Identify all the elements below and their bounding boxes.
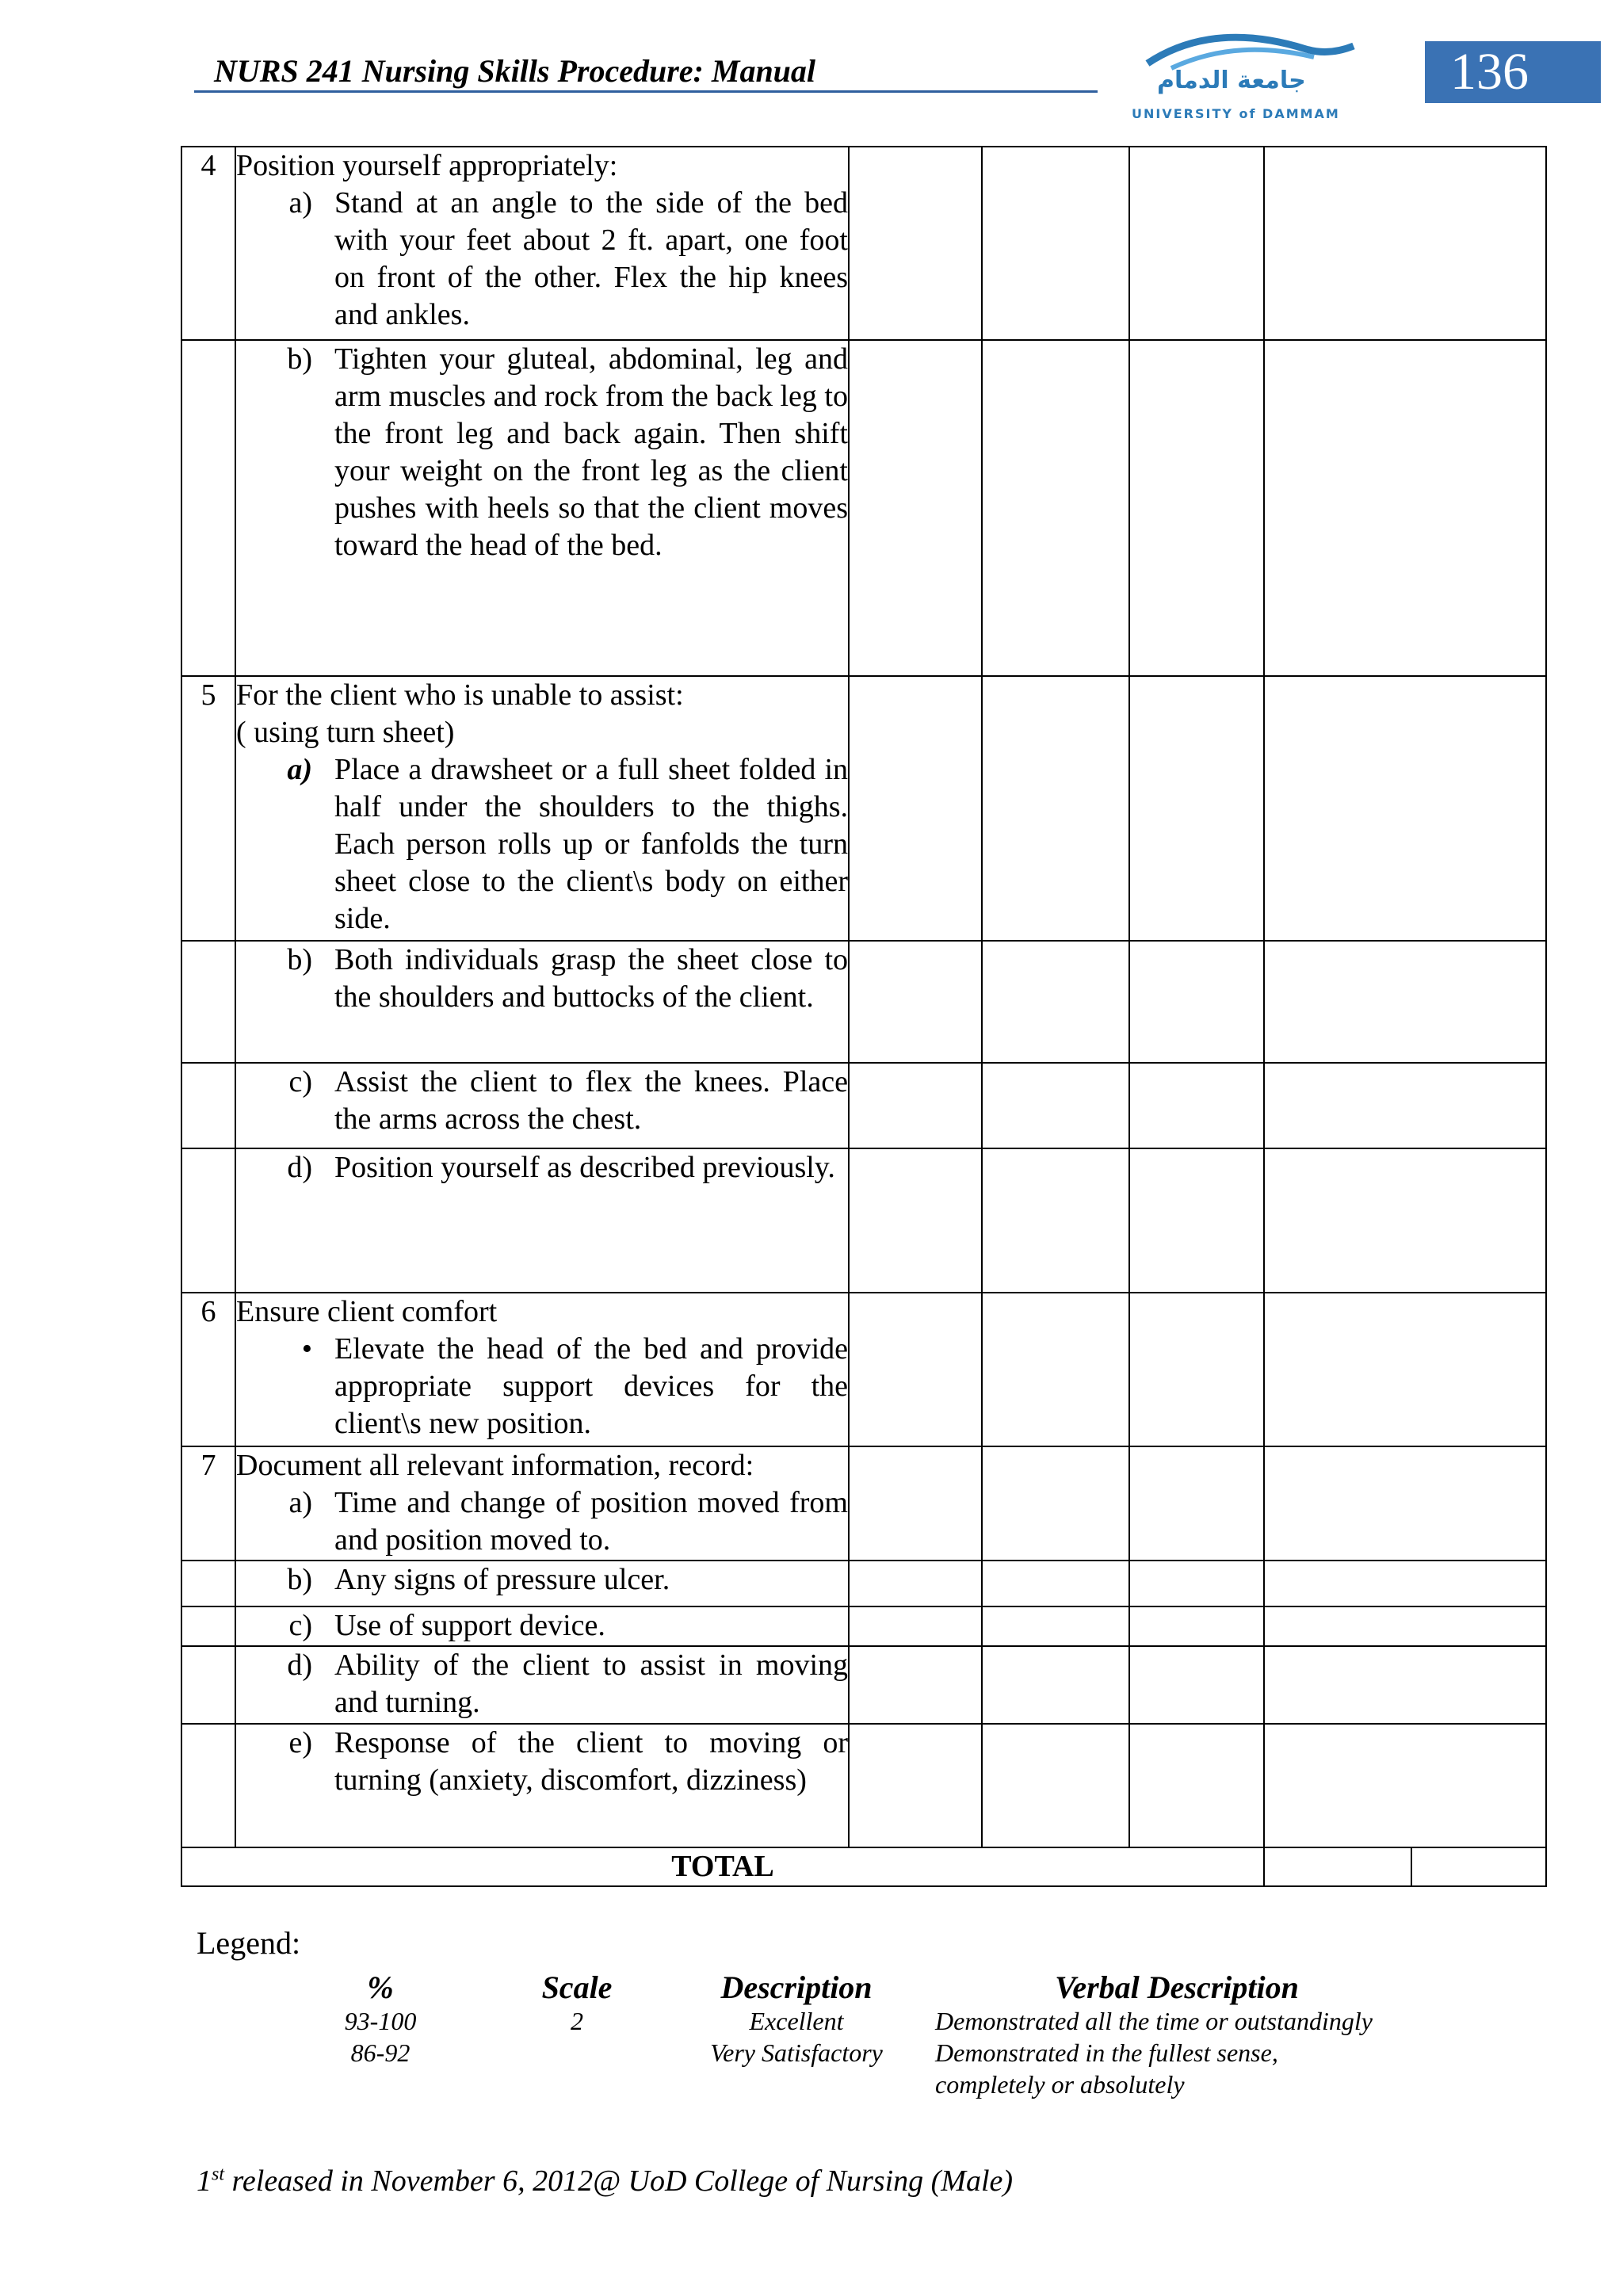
table-row	[181, 1606, 1546, 1646]
comments-cell[interactable]	[1264, 1293, 1546, 1446]
comments-cell[interactable]	[1264, 1063, 1546, 1148]
table-row	[181, 1646, 1546, 1724]
step-heading: Position yourself appropriately:	[236, 149, 618, 182]
step-cell	[235, 1293, 849, 1446]
step-number	[181, 1148, 235, 1293]
score-cell[interactable]	[1129, 941, 1264, 1063]
step-heading: For the client who is unable to assist:	[236, 678, 684, 712]
score-cell[interactable]	[849, 1148, 982, 1293]
step-number: 6	[181, 1293, 235, 1446]
step-subheading: ( using turn sheet)	[236, 716, 455, 749]
score-cell[interactable]	[982, 1446, 1129, 1561]
step-heading: Ensure client comfort	[236, 1295, 498, 1328]
step-number	[181, 1724, 235, 1847]
step-number	[181, 1606, 235, 1646]
score-cell[interactable]	[982, 1293, 1129, 1446]
footer-text: released in November 6, 2012@ UoD College of Nursing (Male)	[224, 2164, 1014, 2198]
item-label: b)	[287, 943, 312, 976]
table-row	[181, 676, 1546, 941]
step-cell	[235, 1063, 849, 1148]
comments-cell[interactable]	[1264, 1446, 1546, 1561]
item-label: a)	[287, 753, 312, 786]
list-item	[236, 942, 848, 1016]
legend-header-verbal: Verbal Description	[1055, 1969, 1299, 2005]
score-cell[interactable]	[1129, 147, 1264, 340]
comments-cell[interactable]	[1264, 1148, 1546, 1293]
score-cell[interactable]	[982, 1148, 1129, 1293]
step-number	[181, 941, 235, 1063]
page-number: 136	[1425, 41, 1601, 103]
score-cell[interactable]	[1129, 1063, 1264, 1148]
score-cell[interactable]	[849, 1561, 982, 1606]
step-number: 5	[181, 676, 235, 941]
score-cell[interactable]	[849, 1646, 982, 1724]
step-number: 4	[181, 147, 235, 340]
step-number	[181, 1646, 235, 1724]
item-text: Use of support device.	[334, 1609, 605, 1642]
score-cell[interactable]	[849, 340, 982, 676]
step-cell	[235, 1724, 849, 1847]
footer-ordinal: 1	[197, 2164, 212, 2198]
footer-ordinal-suffix: st	[212, 2164, 225, 2185]
item-label: a)	[288, 186, 312, 220]
score-cell[interactable]	[982, 676, 1129, 941]
legend-verbal: Demonstrated in the fullest sense,	[935, 2038, 1278, 2067]
document-header-title: NURS 241 Nursing Skills Procedure: Manual	[214, 53, 816, 89]
table-row	[181, 1063, 1546, 1148]
score-cell[interactable]	[849, 1293, 982, 1446]
step-cell	[235, 147, 849, 340]
step-cell	[235, 340, 849, 676]
list-item	[236, 1484, 848, 1559]
item-text: Ability of the client to assist in moving and turning.	[334, 1648, 848, 1719]
score-cell[interactable]	[849, 941, 982, 1063]
score-cell[interactable]	[982, 941, 1129, 1063]
total-percent-cell[interactable]	[1411, 1847, 1546, 1886]
legend-verbal-continued: completely or absolutely	[935, 2070, 1185, 2099]
score-cell[interactable]	[982, 1646, 1129, 1724]
legend-header-scale: Scale	[541, 1969, 613, 2005]
comments-cell[interactable]	[1264, 1724, 1546, 1847]
score-cell[interactable]	[982, 1606, 1129, 1646]
comments-cell[interactable]	[1264, 941, 1546, 1063]
score-cell[interactable]	[849, 147, 982, 340]
table-row	[181, 1561, 1546, 1606]
legend-percent: 86-92	[350, 2038, 411, 2067]
score-cell[interactable]	[1129, 1293, 1264, 1446]
logo-english-text: UNIVERSITY of DAMMAM	[1132, 106, 1340, 121]
item-text: Any signs of pressure ulcer.	[334, 1563, 670, 1596]
table-row	[181, 1724, 1546, 1847]
score-cell[interactable]	[1129, 1561, 1264, 1606]
legend-header-description: Description	[720, 1969, 873, 2005]
score-cell[interactable]	[1129, 1446, 1264, 1561]
item-label: c)	[288, 1609, 312, 1642]
step-cell	[235, 941, 849, 1063]
comments-cell[interactable]	[1264, 340, 1546, 676]
list-item	[236, 341, 848, 564]
table-row	[181, 941, 1546, 1063]
list-item	[236, 185, 848, 334]
item-label: d)	[287, 1151, 312, 1184]
item-label: b)	[287, 1563, 312, 1596]
list-item	[236, 1607, 848, 1645]
score-cell[interactable]	[982, 1724, 1129, 1847]
score-cell[interactable]	[849, 1606, 982, 1646]
comments-cell[interactable]	[1264, 1646, 1546, 1724]
legend-scale: 2	[571, 2007, 583, 2035]
list-item	[236, 1647, 848, 1721]
legend-header-percent: %	[367, 1969, 394, 2005]
table-row	[181, 1148, 1546, 1293]
list-item	[236, 1064, 848, 1138]
logo-arabic-text: جامعة الدمام	[1157, 67, 1306, 94]
step-cell	[235, 1606, 849, 1646]
item-label: a)	[288, 1486, 312, 1519]
item-text: Place a drawsheet or a full sheet folded in half under the shoulders to the thighs. Each person rolls up or fanfolds the turn sheet close to the client\s body on either side.	[334, 753, 848, 935]
table-row	[181, 1293, 1546, 1446]
legend-label: Legend:	[197, 1925, 301, 1961]
list-item	[236, 1331, 848, 1442]
score-cell[interactable]	[982, 1561, 1129, 1606]
score-cell[interactable]	[1129, 676, 1264, 941]
bullet-icon: •	[301, 1332, 312, 1366]
score-cell[interactable]	[849, 1063, 982, 1148]
step-number: 7	[181, 1446, 235, 1561]
total-row	[181, 1847, 1546, 1886]
total-label: TOTAL	[181, 1847, 1264, 1886]
list-item	[236, 1725, 848, 1799]
item-text: Position yourself as described previously.	[334, 1151, 835, 1184]
score-cell[interactable]	[1129, 1148, 1264, 1293]
legend-description: Very Satisfactory	[710, 2038, 883, 2067]
legend-verbal: Demonstrated all the time or outstandingly	[935, 2007, 1373, 2035]
item-text: Time and change of position moved from and position moved to.	[334, 1486, 848, 1557]
item-label: e)	[288, 1726, 312, 1759]
score-cell[interactable]	[1129, 340, 1264, 676]
footer-release-note	[197, 2164, 1013, 2199]
item-label: d)	[287, 1648, 312, 1682]
score-cell[interactable]	[849, 676, 982, 941]
comments-cell[interactable]	[1264, 147, 1546, 340]
table-row	[181, 147, 1546, 340]
legend-description: Excellent	[749, 2007, 844, 2035]
item-text: Both individuals grasp the sheet close to the shoulders and buttocks of the client.	[334, 943, 848, 1014]
university-logo	[1124, 29, 1393, 121]
item-label: c)	[288, 1065, 312, 1098]
list-item	[236, 751, 848, 938]
comments-cell[interactable]	[1264, 676, 1546, 941]
step-number	[181, 1063, 235, 1148]
item-text: Stand at an angle to the side of the bed with your feet about 2 ft. apart, one foot on front of the other. Flex the hip knees and ankles.	[334, 186, 848, 331]
score-cell[interactable]	[982, 340, 1129, 676]
step-heading: Document all relevant information, record:	[236, 1449, 754, 1482]
step-cell	[235, 1646, 849, 1724]
procedure-checklist-table	[181, 146, 1547, 1887]
step-cell	[235, 676, 849, 941]
score-cell[interactable]	[982, 147, 1129, 340]
score-cell[interactable]	[1129, 1646, 1264, 1724]
score-cell[interactable]	[849, 1446, 982, 1561]
step-cell	[235, 1446, 849, 1561]
item-text: Response of the client to moving or turning (anxiety, discomfort, dizziness)	[334, 1726, 848, 1797]
comments-cell[interactable]	[1264, 1561, 1546, 1606]
header-rule	[194, 90, 1098, 93]
list-item	[236, 1149, 848, 1186]
table-row	[181, 1446, 1546, 1561]
total-score-cell[interactable]	[1264, 1847, 1411, 1886]
step-number	[181, 340, 235, 676]
step-number	[181, 1561, 235, 1606]
list-item	[236, 1561, 848, 1599]
item-text: Elevate the head of the bed and provide appropriate support devices for the client\s new position.	[334, 1332, 848, 1440]
legend-percent: 93-100	[344, 2007, 417, 2035]
score-cell[interactable]	[1129, 1724, 1264, 1847]
score-cell[interactable]	[982, 1063, 1129, 1148]
step-cell	[235, 1148, 849, 1293]
step-cell	[235, 1561, 849, 1606]
item-text: Assist the client to flex the knees. Place the arms across the chest.	[334, 1065, 848, 1136]
item-label: b)	[287, 342, 312, 376]
score-cell[interactable]	[849, 1724, 982, 1847]
score-cell[interactable]	[1129, 1606, 1264, 1646]
item-text: Tighten your gluteal, abdominal, leg and arm muscles and rock from the back leg to the front leg and back again. Then shift your weight on the front leg as the client pushes with heels so that the client moves toward the head of the bed.	[334, 342, 848, 562]
table-row	[181, 340, 1546, 676]
comments-cell[interactable]	[1264, 1606, 1546, 1646]
